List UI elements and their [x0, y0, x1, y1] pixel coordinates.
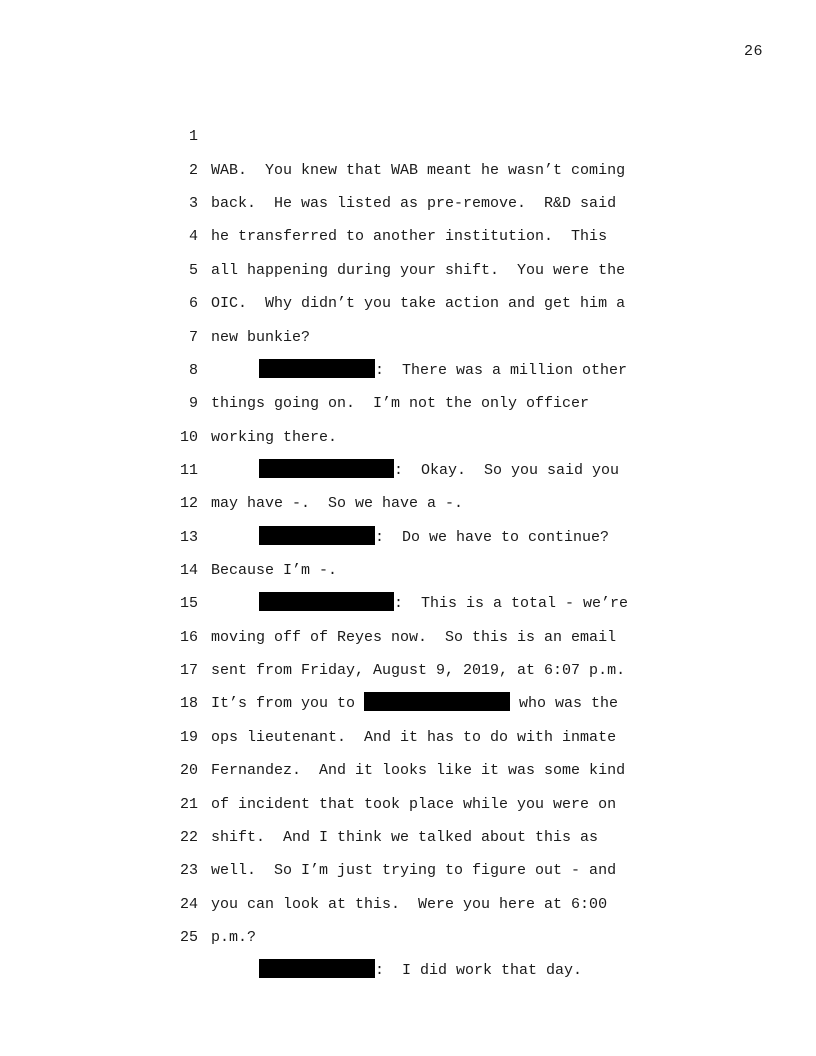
line-text: moving off of Reyes now. So this is an email	[211, 628, 617, 646]
line-number: 19	[179, 728, 198, 746]
line-text: who was the	[510, 695, 619, 713]
line-number: 13	[179, 528, 198, 546]
line-text: : I did work that day.	[375, 962, 583, 980]
line-text: Because I’m -.	[211, 562, 338, 580]
line-number: 21	[179, 795, 198, 813]
line-number: 1	[188, 128, 198, 146]
redaction-block	[259, 959, 375, 978]
line-number: 23	[179, 862, 198, 880]
line-text: : This is a total - we’re	[394, 595, 629, 613]
line-text: well. So I’m just trying to figure out - and	[211, 862, 617, 880]
line-number: 15	[179, 595, 198, 613]
line-number: 14	[179, 562, 198, 580]
line-number: 5	[188, 261, 198, 279]
line-number: 18	[179, 695, 198, 713]
line-text: OIC. Why didn’t you take action and get him a	[211, 295, 626, 313]
line-text: : Do we have to continue?	[375, 528, 610, 546]
line-text: back. He was listed as pre-remove. R&D said	[211, 195, 617, 213]
line-number: 17	[179, 662, 198, 680]
line-text: It’s from you to	[211, 695, 365, 713]
line-text: p.m.?	[211, 928, 257, 946]
transcript-line	[0, 87, 816, 179]
line-number: 22	[179, 828, 198, 846]
line-number: 8	[188, 361, 198, 379]
line-number: 20	[179, 762, 198, 780]
line-text: of incident that took place while you were on	[211, 795, 617, 813]
line-number: 12	[179, 495, 198, 513]
line-number: 9	[188, 395, 198, 413]
line-text: ops lieutenant. And it has to do with inmate	[211, 728, 617, 746]
line-number: 16	[179, 628, 198, 646]
line-number: 11	[179, 461, 198, 479]
transcript-body	[0, 87, 816, 980]
line-number: 10	[179, 428, 198, 446]
line-text: shift. And I think we talked about this as	[211, 828, 599, 846]
line-text: new bunkie?	[211, 328, 311, 346]
line-text: WAB. You knew that WAB meant he wasn’t coming	[211, 161, 626, 179]
line-text: : Okay. So you said you	[394, 461, 620, 479]
line-number: 7	[188, 328, 198, 346]
line-number: 2	[188, 161, 198, 179]
line-text: : There was a million other	[375, 361, 628, 379]
line-text: may have -. So we have a -.	[211, 495, 464, 513]
line-text: all happening during your shift. You were the	[211, 261, 626, 279]
line-number: 24	[179, 895, 198, 913]
line-text: you can look at this. Were you here at 6:00	[211, 895, 608, 913]
line-text: Fernandez. And it looks like it was some kind	[211, 762, 626, 780]
line-text: things going on. I’m not the only officer	[211, 395, 590, 413]
line-number: 3	[188, 195, 198, 213]
line-number: 25	[179, 928, 198, 946]
page-number: 26	[743, 43, 763, 60]
line-number: 6	[188, 295, 198, 313]
speaker-line	[259, 954, 582, 987]
line-text: sent from Friday, August 9, 2019, at 6:07 p.m.	[211, 662, 626, 680]
line-number: 4	[188, 228, 198, 246]
line-text: he transferred to another institution. This	[211, 228, 608, 246]
line-text: working there.	[211, 428, 338, 446]
